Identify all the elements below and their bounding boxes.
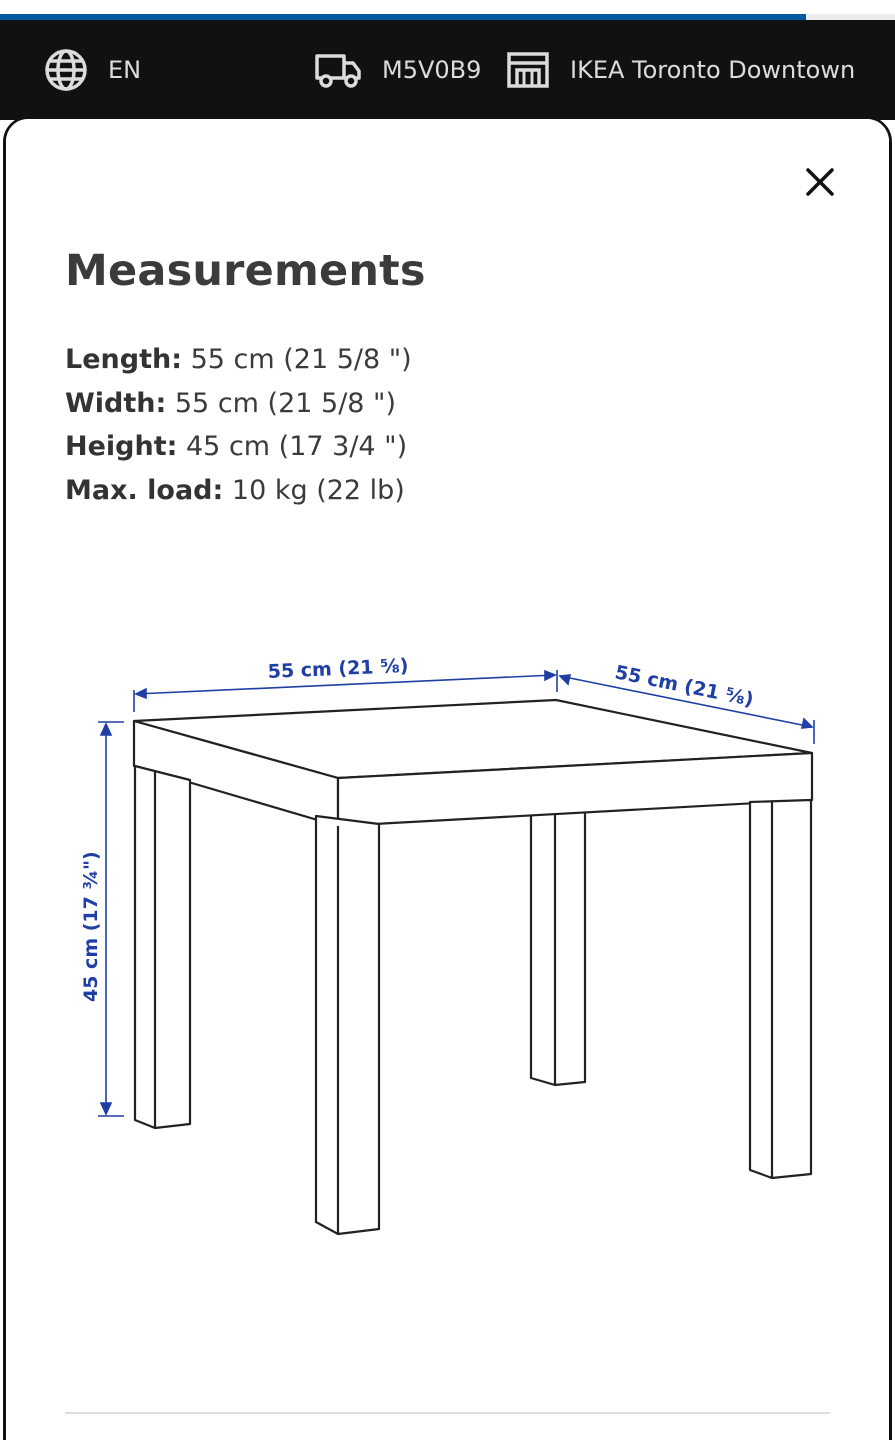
spec-width-value: 55 cm (21 5/8 ") (166, 387, 397, 419)
close-button[interactable] (794, 158, 846, 210)
store-selector[interactable] (506, 46, 855, 94)
postal-code-label: M5V0B9 (382, 56, 482, 84)
language-selector[interactable] (44, 46, 141, 94)
spec-max-load (65, 471, 825, 515)
measurement-list (65, 340, 825, 515)
spec-length-label: Length: (65, 344, 182, 375)
top-bar (0, 20, 895, 120)
spec-max-load-label: Max. load: (65, 475, 224, 507)
table-illustration (60, 640, 840, 1260)
spec-height (65, 427, 825, 471)
spec-height-label: Height: (65, 431, 178, 463)
globe-icon (44, 48, 88, 92)
length-dimension-label: 55 cm (21 ⅝) (267, 654, 409, 683)
spec-max-load-value: 10 kg (22 lb) (223, 475, 405, 507)
measurement-diagram (60, 640, 840, 1260)
spec-length (65, 340, 825, 384)
width-dimension-label: 55 cm (21 ⅝) (613, 661, 756, 711)
store-icon (506, 50, 550, 90)
section-divider (65, 1412, 830, 1414)
spec-width-label: Width: (65, 387, 167, 419)
spec-length-value: 55 cm (21 5/8 ") (182, 344, 412, 375)
store-label: IKEA Toronto Downtown (570, 56, 856, 84)
spec-height-value: 45 cm (17 3/4 ") (177, 431, 408, 463)
postal-code-selector[interactable] (314, 46, 481, 94)
modal-title: Measurements (65, 246, 426, 296)
spec-width (65, 384, 825, 428)
language-label: EN (108, 56, 142, 84)
delivery-truck-icon (314, 50, 362, 90)
height-dimension-label: 45 cm (17 ¾") (80, 851, 102, 1002)
close-icon (805, 167, 835, 201)
